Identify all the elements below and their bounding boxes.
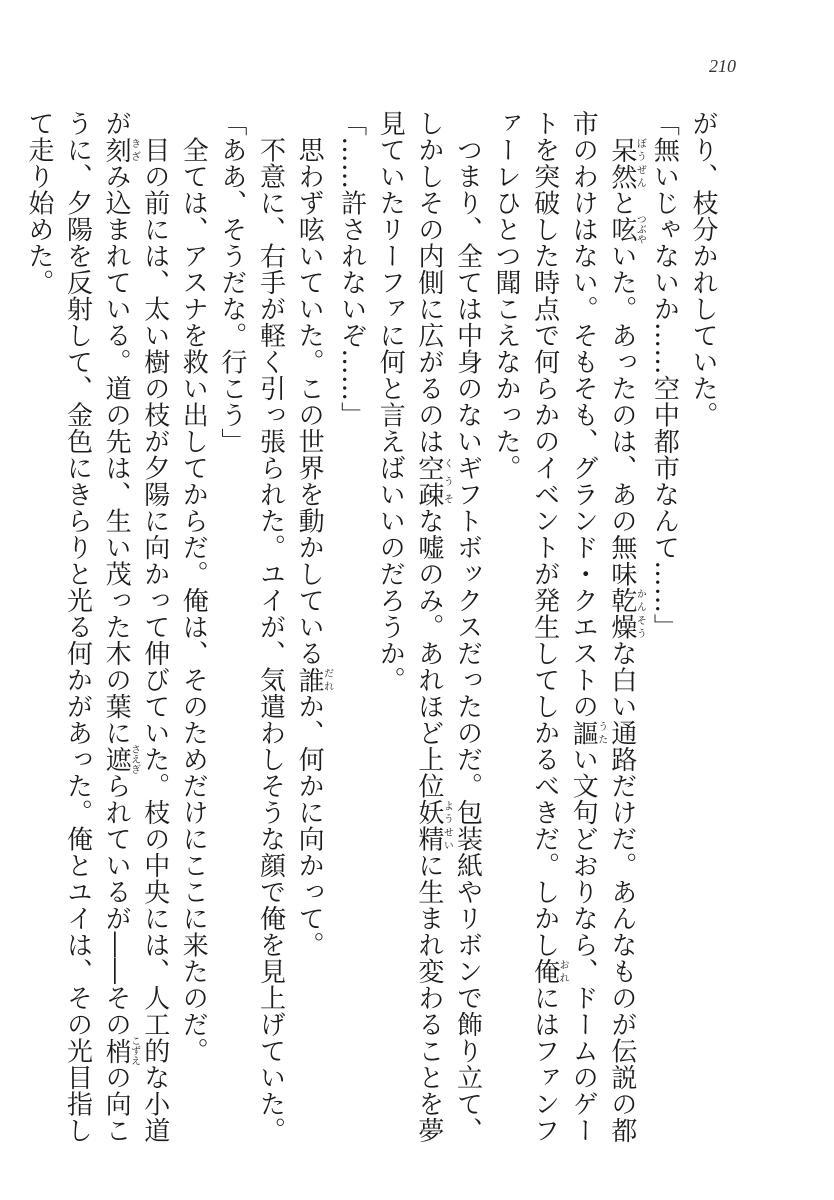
ruby-word (568, 719, 607, 747)
text-run: に生まれ変わることを夢見ていたリーファに何と言えばいいのだろうか。 (375, 110, 444, 1144)
ruby-word (413, 799, 453, 852)
ruby-reading: おれ (557, 958, 569, 985)
paragraph (332, 110, 371, 1160)
ruby-word (294, 666, 333, 694)
ruby-base: 空疎 (413, 454, 444, 508)
ruby-reading: きざ (128, 136, 140, 163)
ruby-reading: さえぎ (128, 744, 140, 775)
ruby-reading: うた (595, 719, 607, 746)
ruby-reading: くうそ (441, 454, 453, 508)
paragraph (371, 110, 487, 1160)
text-run: と (606, 189, 637, 216)
text-run: み込まれている。道の先は、生い茂った木の葉に (101, 163, 132, 746)
ruby-base: 俺 (529, 958, 560, 985)
ruby-reading: かんそう (634, 587, 646, 640)
ruby-base: 誰 (294, 666, 325, 693)
text-run (607, 110, 637, 137)
text-run: いた。あったのは、あの無味 (606, 242, 637, 587)
text-run: 目の前には、太い樹の枝が夕陽に向かって伸びていた。枝の中央には、人工的な小道が (101, 110, 170, 1144)
ruby-word (101, 136, 140, 164)
text-run: い文句どおりなら、ドームのゲートを突破した時点で何らかのイベントが発生してしかるべきだ。しかし (529, 110, 599, 1144)
paragraph (212, 110, 251, 1160)
ruby-base: 呆然 (606, 136, 637, 190)
ruby-base: 呟 (606, 214, 637, 245)
paragraph: がり、枝分かれしていた。 (688, 110, 718, 428)
ruby-reading: こずえ (128, 1035, 140, 1066)
ruby-reading: つぶや (634, 214, 646, 245)
body-text (23, 110, 722, 1160)
ruby-word (413, 454, 453, 508)
ruby-base: 遮 (101, 744, 132, 775)
paragraph (19, 110, 173, 1160)
ruby-word (606, 136, 646, 190)
text-run: の向こうに、夕陽を反射して、金色にきらりと光る何かがあった。俺とユイは、その光目指して走り始めた。 (23, 110, 132, 1144)
text-run: られているが――その (101, 772, 132, 1038)
paragraph (486, 110, 644, 1160)
ruby-word (101, 744, 140, 775)
text-run: 「無いじゃないか……空中都市なんて……」 (649, 110, 680, 640)
text-run: 「……許されないぞ……」 (336, 110, 367, 428)
paragraph (251, 110, 290, 1160)
text-run: な嘘のみ。あれほど上位 (413, 507, 444, 799)
ruby-reading: だれ (321, 666, 333, 693)
ruby-base: 乾燥 (606, 587, 637, 640)
text-run: にはファンファーレひとつ聞こえなかった。 (491, 110, 560, 1144)
text-run: 思わず呟いていた。この世界を動かしている (294, 110, 325, 667)
ruby-base: 妖精 (413, 799, 444, 852)
text-run: 全ては、アスナを救い出してからだ。俺は、そのためだけにここに来たのだ。 (178, 110, 209, 1064)
text-run: つまり、全ては中身のないギフトボックスだったのだ。包装紙やリボンで飾り立て、しかしその内側に広がるのは (413, 110, 483, 1144)
paragraph (174, 110, 213, 1160)
paragraph (645, 110, 684, 1160)
text-run: 「ああ、そうだな。行こう」 (216, 110, 247, 455)
ruby-base: 梢 (101, 1035, 132, 1066)
text-run: 不意に、右手が軽く引っ張られた。ユイが、気遣わしそうな顔で俺を見上げていた。 (255, 110, 286, 1144)
ruby-base: 謳 (568, 719, 599, 746)
paragraph (289, 110, 332, 1160)
ruby-word (606, 214, 646, 245)
ruby-word (101, 1035, 140, 1066)
text-run: な白い通路だけだ。あんなものが伝説の都市のわけはない。そもそも、グランド・クエストの (568, 110, 637, 1144)
ruby-reading: ようせい (441, 799, 453, 852)
ruby-word (529, 958, 569, 985)
page-number: 210 (709, 56, 736, 76)
text-run: か、何かに向かって。 (294, 693, 325, 958)
ruby-reading: ぼうぜん (634, 136, 646, 190)
ruby-word (606, 587, 646, 640)
ruby-base: 刻 (101, 136, 132, 163)
